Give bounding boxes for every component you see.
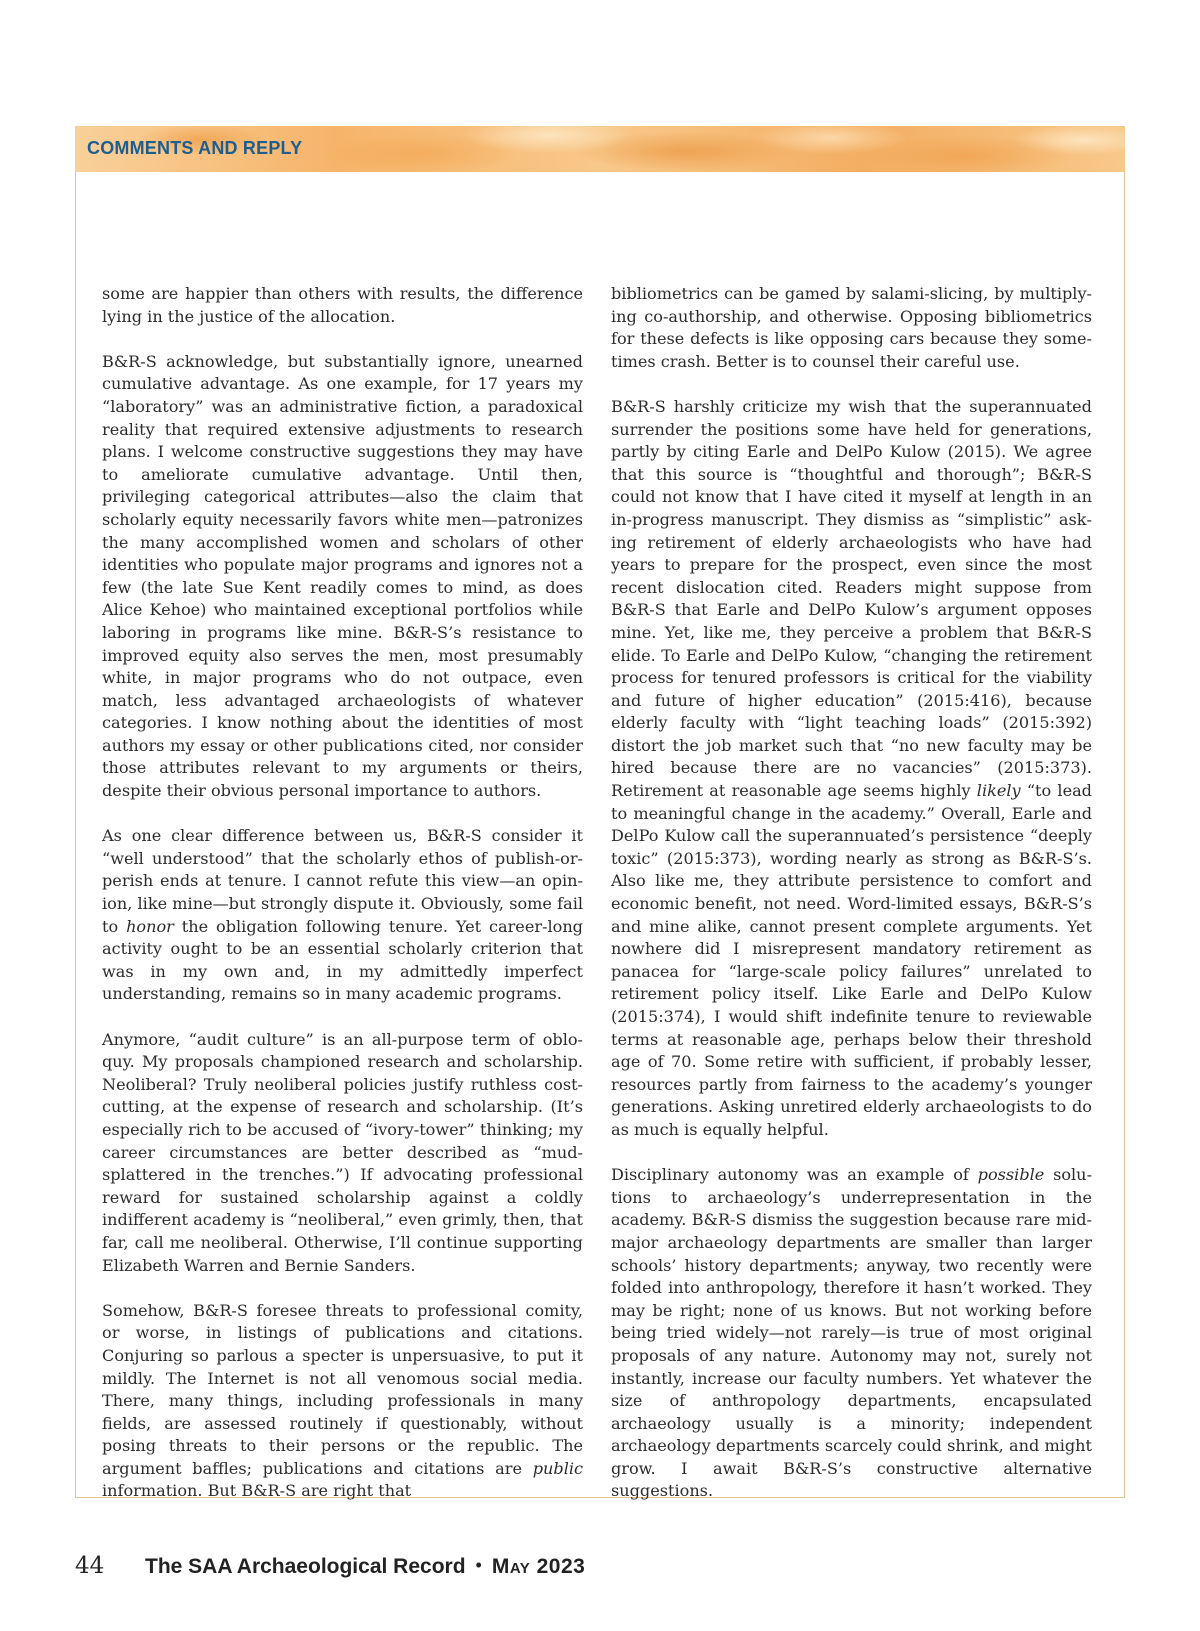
page-footer [75,1553,585,1585]
right-column [611,283,1092,1503]
text-run: As one clear difference between us, B&R-S consider it “well understood” that the scholarly ethos of publish-or-perish ends at tenure. I cannot refute this view—an opinion, like mine—but strongly dispute it. Obviously, some fail to [102,826,583,936]
text-run: solutions to archaeology’s underrepresentation in the academy. B&R-S dismiss the suggestion because rare mid-major archaeology departments are smaller than larger schools’ history departments; anyway, two recently were folded into anthropology, therefore it hasn’t worked. They may be right; none of us knows. But not working before being tried widely—not rarely—is true of most original proposals of any nature. Autonomy may not, surely not instantly, increase our faculty numbers. Yet whatever the size of anthropology departments, encapsulated archaeology usually is a minority; independent archaeology departments scarcely could shrink, and might grow. I await B&R-S’s constructive alternative suggestions. [611,1165,1093,1501]
emphasis-text: likely [976,781,1021,801]
section-title: COMMENTS AND REPLY [87,138,303,158]
emphasis-text: public [532,1458,583,1478]
text-run: the obligation following tenure. Yet career-long activity ought to be an essential scholarly criterion that was in my own and, in my admittedly imperfect understanding, remains so in many academic programs. [102,916,583,1004]
text-run: Anymore, “audit culture” is an all-purpose term of obloquy. My proposals championed research and scholarship. Neoliberal? Truly neoliberal policies justify ruthless cost-cutting, at the expense of research and scholarship. (It’s especially rich to be accused of “ivory-tower” thinking; my career circumstances are better described as “mud-splattered in the trenches.”) If advocating professional reward for sustained scholarship against a coldly indifferent academy is “neoliberal,” even grimly, then, that far, call me neoliberal. Otherwise, I’ll continue supporting Elizabeth Warren and Bernie Sanders. [102,1029,583,1275]
paragraph [611,1164,1092,1503]
journal-title: The SAA Archaeological Record [145,1555,466,1578]
emphasis-text: possible [977,1165,1045,1185]
paragraph [611,396,1092,1142]
emphasis-text: honor [126,916,174,936]
text-run: Disciplinary autonomy was an example of [611,1165,978,1185]
paragraph [102,1029,583,1278]
separator-bullet: • [475,1555,482,1575]
page-number: 44 [75,1553,105,1579]
section-banner [75,126,1125,172]
text-run: B&R-S harshly criticize my wish that the superannuated surrender the positions some have held for generations, partly by citing Earle and DelPo Kulow (2015). We agree that this source is “thoughtful and thorough”; B&R-S could not know that I have cited it myself at length in an in-progress manuscript. They dismiss as “simplistic” asking retirement of elderly archaeologists who have had years to prepare for the prospect, even since the most recent dislocation cited. Readers might suppose from B&R-S that Earle and DelPo Kulow’s argument opposes mine. Yet, like me, they perceive a problem that B&R-S elide. To Earle and DelPo Kulow, “changing the retirement process for tenured professors is critical for the viability and future of higher education” (2015:416), because elderly faculty with “light teaching loads” (2015:392) distort the job market such that “no new faculty may be hired because there are no vacancies” (2015:373). Retirement at reasonable age seems highly [611,396,1092,801]
paragraph [102,1300,583,1503]
issue-date: May 2023 [491,1555,586,1578]
text-run: Somehow, B&R-S foresee threats to professional comity, or worse, in listings of publications and citations. Conjuring so parlous a specter is unpersuasive, to put it mildly. The Internet is not all venomous social media. There, many things, including professionals in many fields, are assessed routinely if questionably, without posing threats to their persons or the republic. The argument baffles; publications and citations are [102,1300,583,1478]
paragraph [102,825,583,1006]
text-run: information. But B&R-S are right that [102,1481,412,1501]
text-run: bibliometrics can be gamed by salami-slicing, by multiplying co-authorship, and otherwise. Opposing bibliometrics for these defects is like opposing cars because they sometimes crash. Better is to counsel their careful use. [611,284,1092,371]
text-run: some are happier than others with results, the difference lying in the justice of the allocation. [102,284,583,326]
paragraph [102,351,583,803]
paragraph [102,283,583,328]
left-column [102,283,583,1503]
paragraph [611,283,1092,373]
text-run: “to lead to meaningful change in the academy.” Overall, Earle and DelPo Kulow call the superannuated’s persistence “deeply toxic” (2015:373), wording nearly as strong as B&R-S’s. Also like me, they attribute persistence to comfort and economic benefit, not need. Word-limited essays, B&R-S’s and mine alike, cannot present complete arguments. Yet nowhere did I misrepresent mandatory retirement as panacea for “large-scale policy failures” unrelated to retirement policy itself. Like Earle and DelPo Kulow (2015:374), I would shift indefinite tenure to reviewable terms at reasonable age, perhaps below their threshold age of 70. Some retire with sufficient, if probably lesser, resources partly from fairness to the academy’s younger generations. Asking unretired elderly archaeologists to do as much is equally helpful. [611,781,1092,1139]
text-run: B&R-S acknowledge, but substantially ignore, unearned cumulative advantage. As one example, for 17 years my “laboratory” was an administrative fiction, a paradoxical reality that required extensive adjustments to research plans. I welcome constructive suggestions they may have to ameliorate cumulative advantage. Until then, privileging categorical attributes—also the claim that scholarly equity necessarily favors white men—patronizes the many accomplished women and scholars of other identities who populate major programs and ignores not a few (the late Sue Kent readily comes to mind, as does Alice Kehoe) who maintained exceptional portfolios while laboring in programs like mine. B&R-S’s resistance to improved equity also serves the men, most presumably white, in major programs who do not outpace, even match, less advantaged archaeologists of whatever categories. I know nothing about the identities of most authors my essay or other publications cited, nor consider those attributes relevant to my arguments or theirs, despite their obvious personal importance to authors. [102,351,583,801]
